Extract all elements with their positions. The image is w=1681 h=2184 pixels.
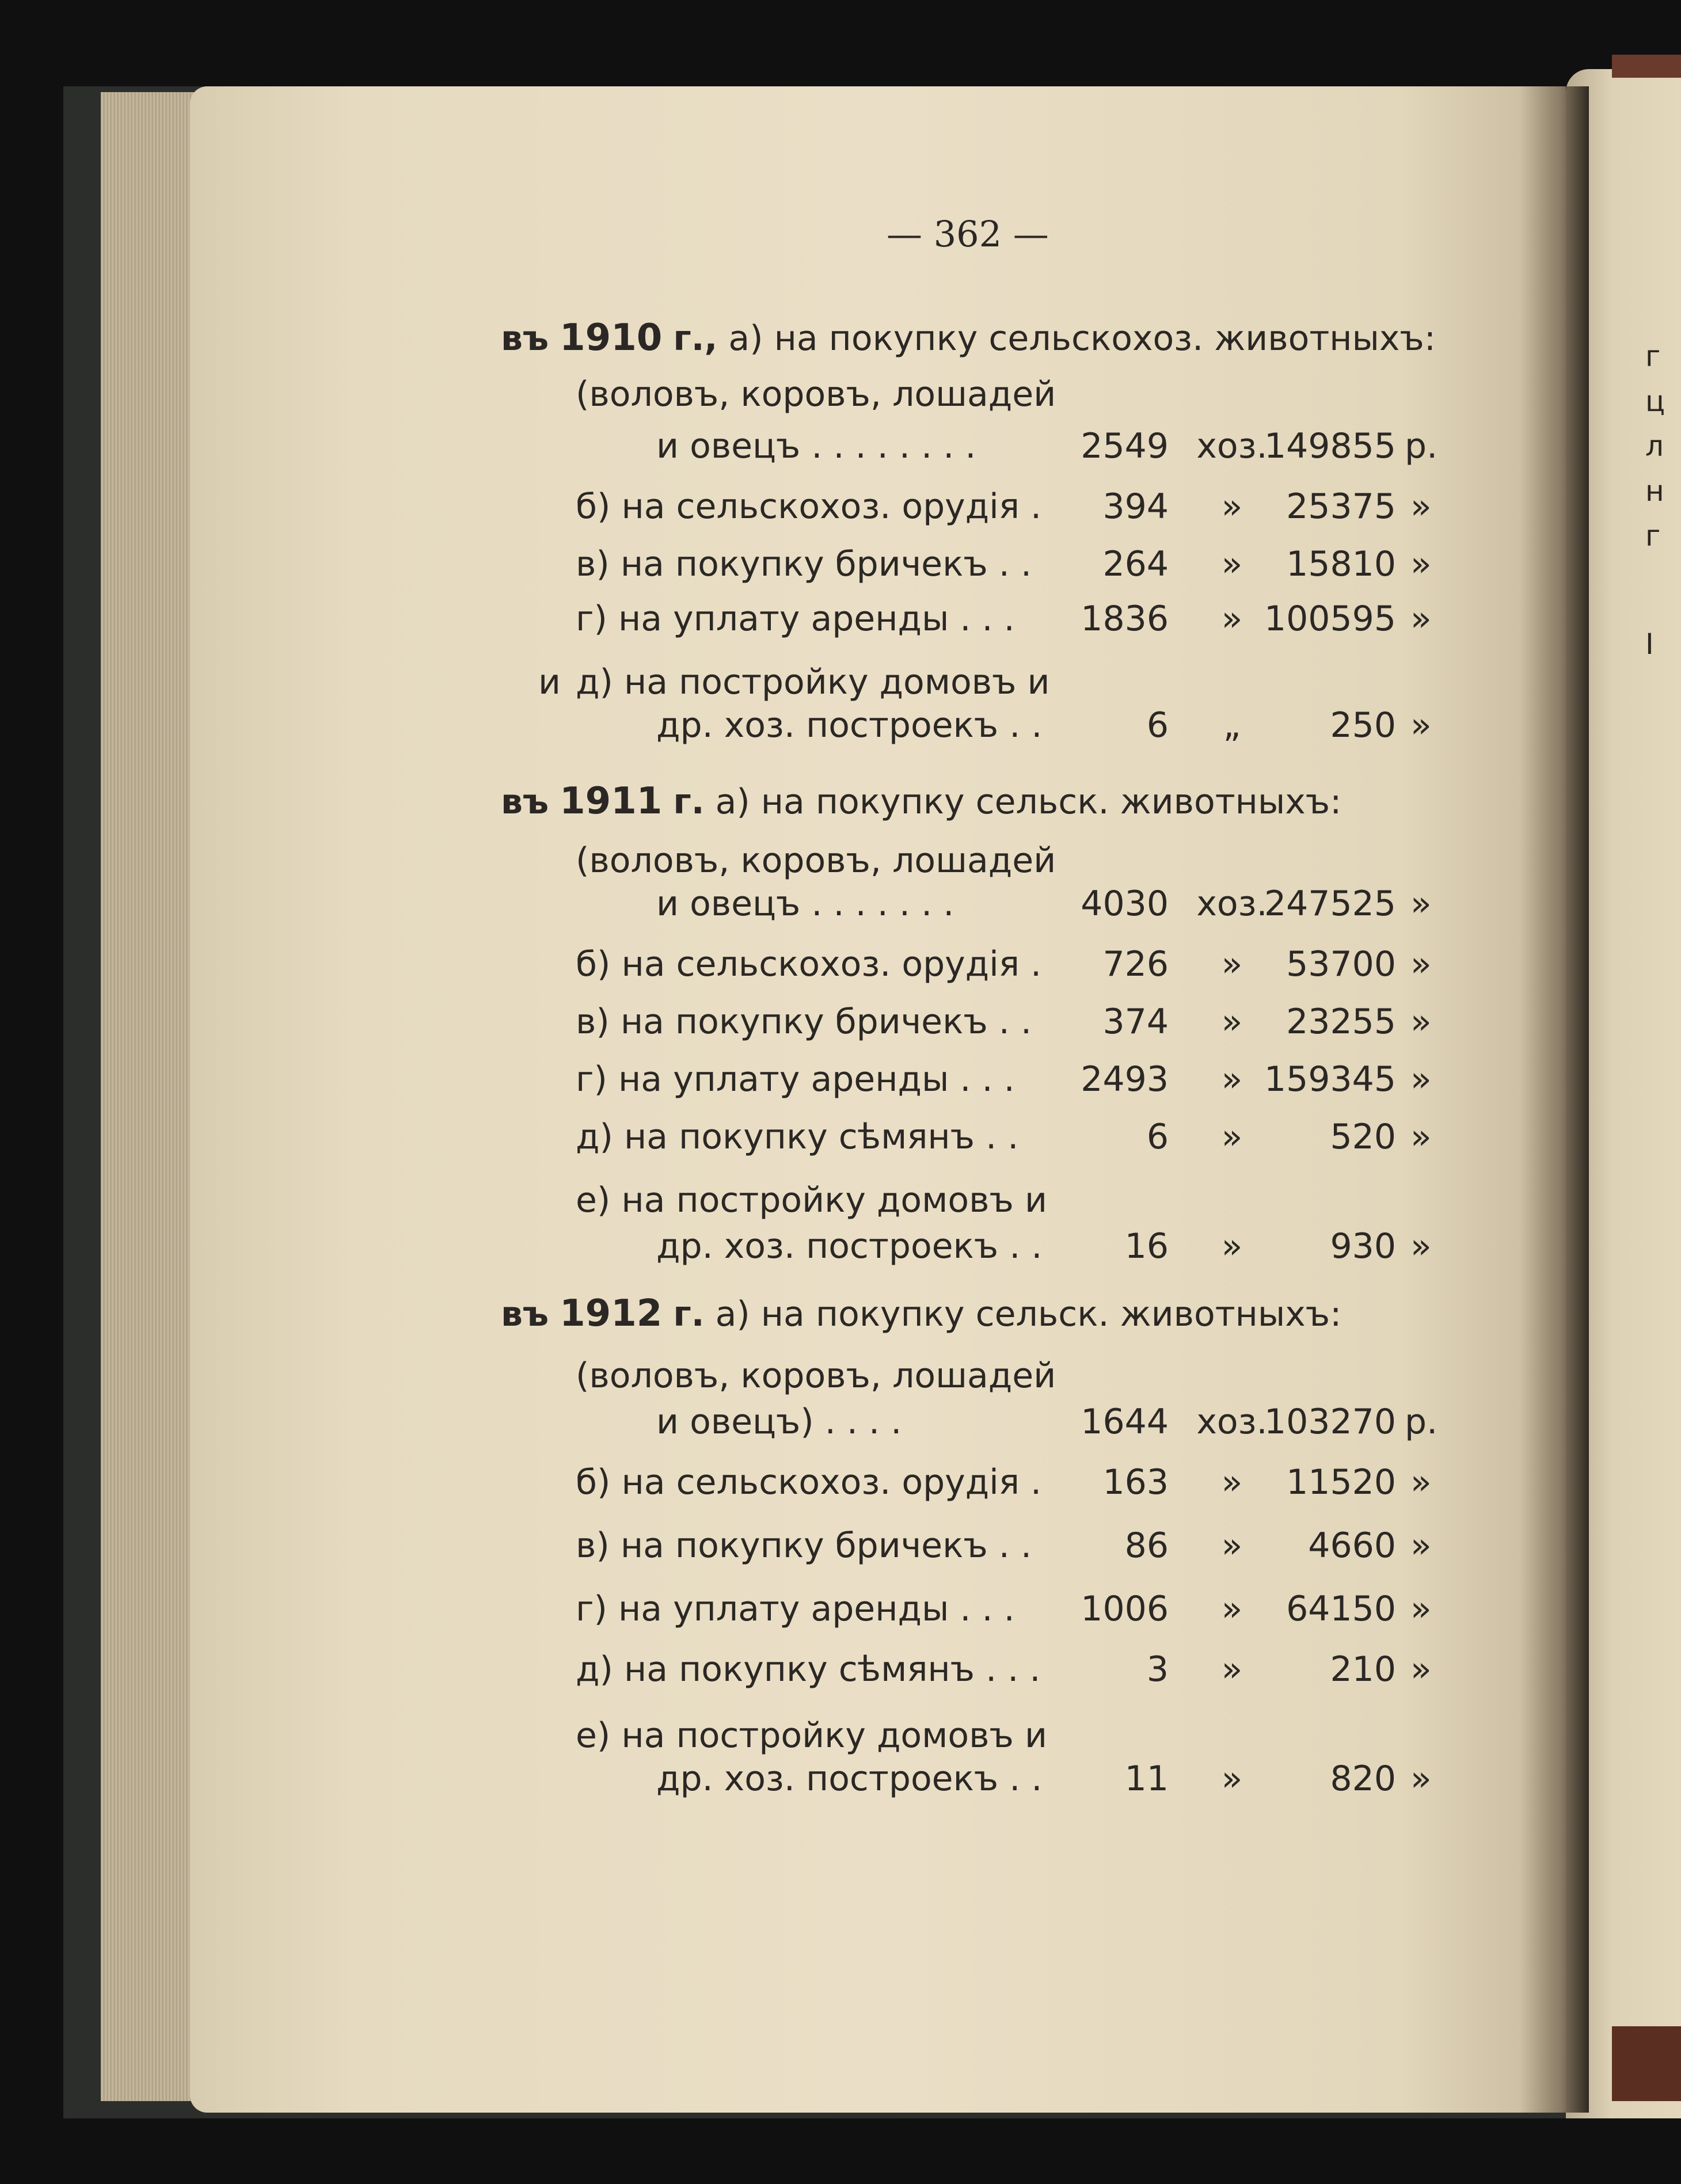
section-year-suffix: г. [673, 782, 705, 822]
row-currency: » [1410, 1525, 1432, 1566]
row-label-line1: (воловъ, коровъ, лошадей [576, 374, 1056, 414]
row-currency: » [1410, 1589, 1432, 1629]
row-currency: » [1410, 599, 1432, 639]
row-label-line1: д) на постройку домовъ и [576, 662, 1050, 702]
row-label-line1: (воловъ, коровъ, лошадей [576, 840, 1056, 881]
row-label: др. хоз. построекъ . . [656, 1759, 1043, 1799]
row-households: 2493 [1081, 1059, 1169, 1099]
row-currency: » [1410, 1759, 1432, 1799]
row-unit: » [1221, 1117, 1243, 1157]
row-amount: 247525 [1264, 884, 1396, 924]
row-households: 11 [1124, 1759, 1169, 1799]
section-heading-text: а) на покупку сельск. животныхъ: [715, 1294, 1342, 1334]
row-label: и овецъ . . . . . . . [656, 884, 954, 924]
row-households: 394 [1102, 486, 1169, 527]
section-prefix: въ [501, 1294, 549, 1334]
row-label: в) на покупку бричекъ . . [576, 1525, 1032, 1566]
section-heading-text: а) на покупку сельскохоз. животныхъ: [728, 318, 1436, 359]
row-unit: хоз. [1196, 1402, 1268, 1442]
facing-letter: І [1645, 627, 1654, 661]
row-unit: хоз. [1196, 426, 1268, 466]
row-amount: 4660 [1308, 1525, 1396, 1566]
section-heading-text: а) на покупку сельск. животныхъ: [715, 782, 1342, 822]
row-unit: » [1221, 1759, 1243, 1799]
row-currency: » [1410, 544, 1432, 584]
row-amount: 53700 [1286, 944, 1396, 984]
row-amount: 103270 [1264, 1402, 1396, 1442]
row-label: др. хоз. построекъ . . [656, 1226, 1043, 1266]
row-currency: » [1410, 1649, 1432, 1690]
facing-letter: л [1645, 429, 1664, 463]
row-label: г) на уплату аренды . . . [576, 1059, 1015, 1099]
row-label-line1: е) на постройку домовъ и [576, 1180, 1047, 1220]
page-number: — 362 — [887, 213, 1049, 255]
section-heading-1912 [501, 1292, 1342, 1335]
facing-letter: ц [1645, 385, 1665, 418]
facing-letter: г [1645, 340, 1661, 373]
row-currency: » [1410, 705, 1432, 745]
row-amount: 159345 [1264, 1059, 1396, 1099]
row-households: 163 [1102, 1462, 1169, 1502]
section-year: 1911 [560, 780, 663, 823]
row-amount: 15810 [1286, 544, 1396, 584]
row-currency: р. [1405, 1402, 1438, 1442]
row-label: б) на сельскохоз. орудія . [576, 944, 1042, 984]
row-households: 1006 [1081, 1589, 1169, 1629]
row-label-prefix: и [538, 662, 561, 702]
row-unit: хоз. [1196, 884, 1268, 924]
facing-letter: г [1645, 519, 1661, 553]
row-amount: 149855 [1264, 426, 1396, 466]
row-label: и овецъ) . . . . [656, 1402, 902, 1442]
row-label: д) на покупку сѣмянъ . . . [576, 1649, 1041, 1690]
row-households: 6 [1146, 705, 1169, 745]
row-amount: 520 [1330, 1117, 1396, 1157]
row-households: 6 [1146, 1117, 1169, 1157]
section-prefix: въ [501, 782, 549, 822]
row-amount: 23255 [1286, 1002, 1396, 1042]
row-label: г) на уплату аренды . . . [576, 599, 1015, 639]
section-year: 1912 [560, 1292, 663, 1335]
row-unit: » [1221, 944, 1243, 984]
section-prefix: въ [501, 318, 549, 359]
row-amount: 25375 [1286, 486, 1396, 527]
row-currency: » [1410, 1226, 1432, 1266]
row-unit: » [1221, 1462, 1243, 1502]
row-unit: » [1221, 1649, 1243, 1690]
row-currency: » [1410, 1059, 1432, 1099]
row-amount: 210 [1330, 1649, 1396, 1690]
section-heading-1911 [501, 780, 1342, 823]
row-label: б) на сельскохоз. орудія . [576, 1462, 1042, 1502]
row-households: 264 [1102, 544, 1169, 584]
row-amount: 100595 [1264, 599, 1396, 639]
row-unit: » [1221, 1059, 1243, 1099]
row-unit: » [1221, 599, 1243, 639]
row-label: д) на покупку сѣмянъ . . [576, 1117, 1019, 1157]
row-amount: 11520 [1286, 1462, 1396, 1502]
row-currency: » [1410, 486, 1432, 527]
row-unit: » [1221, 544, 1243, 584]
row-label-line1: (воловъ, коровъ, лошадей [576, 1356, 1056, 1396]
row-unit: „ [1223, 705, 1241, 745]
row-unit: » [1221, 1002, 1243, 1042]
row-label: б) на сельскохоз. орудія . [576, 486, 1042, 527]
row-label: в) на покупку бричекъ . . [576, 1002, 1032, 1042]
row-amount: 820 [1330, 1759, 1396, 1799]
row-households: 726 [1102, 944, 1169, 984]
row-households: 4030 [1081, 884, 1169, 924]
row-unit: » [1221, 1525, 1243, 1566]
row-unit: » [1221, 1589, 1243, 1629]
row-amount: 64150 [1286, 1589, 1396, 1629]
row-households: 2549 [1081, 426, 1169, 466]
row-households: 374 [1102, 1002, 1169, 1042]
row-label: др. хоз. построекъ . . [656, 705, 1043, 745]
row-label: и овецъ . . . . . . . . [656, 426, 976, 466]
facing-letter: н [1645, 474, 1664, 508]
row-amount: 250 [1330, 705, 1396, 745]
section-heading-1910 [501, 317, 1436, 359]
row-currency: » [1410, 1117, 1432, 1157]
row-households: 16 [1124, 1226, 1169, 1266]
row-households: 86 [1124, 1525, 1169, 1566]
row-unit: » [1221, 1226, 1243, 1266]
row-label: г) на уплату аренды . . . [576, 1589, 1015, 1629]
row-currency: » [1410, 1462, 1432, 1502]
section-year-suffix: г. [673, 1294, 705, 1334]
row-currency: » [1410, 884, 1432, 924]
row-label: в) на покупку бричекъ . . [576, 544, 1032, 584]
row-label-line1: е) на постройку домовъ и [576, 1715, 1047, 1756]
row-currency: » [1410, 1002, 1432, 1042]
row-currency: » [1410, 944, 1432, 984]
row-currency: р. [1405, 426, 1438, 466]
row-unit: » [1221, 486, 1243, 527]
row-amount: 930 [1330, 1226, 1396, 1266]
section-year: 1910 [560, 317, 663, 359]
row-households: 3 [1146, 1649, 1169, 1690]
row-households: 1836 [1081, 599, 1169, 639]
row-households: 1644 [1081, 1402, 1169, 1442]
section-year-suffix: г., [673, 318, 718, 359]
